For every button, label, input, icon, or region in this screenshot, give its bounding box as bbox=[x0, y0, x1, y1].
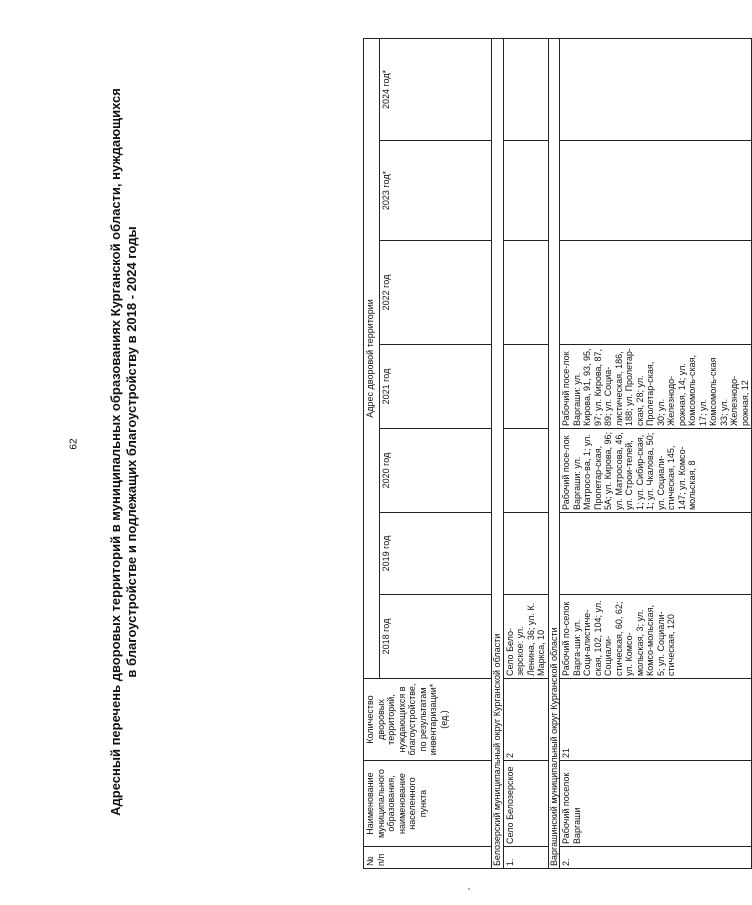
cell-2020 bbox=[503, 429, 548, 513]
region-title: Белозерский муниципальный округ Курганской области bbox=[492, 38, 504, 868]
header-year-2021: 2021 год bbox=[380, 345, 492, 429]
table-row bbox=[560, 38, 752, 868]
address-table bbox=[363, 38, 752, 869]
cell-name: Рабочий поселок Варгаши bbox=[560, 761, 752, 847]
cell-num: 2. bbox=[560, 847, 752, 869]
table-row bbox=[503, 38, 548, 868]
header-num: № п/п bbox=[364, 847, 492, 869]
region-title: Варгашинский муниципальный округ Курганской области bbox=[548, 38, 560, 868]
cell-2019 bbox=[503, 513, 548, 595]
header-year-2024: 2024 год* bbox=[380, 38, 492, 140]
header-address-group: Адрес дворовой территории bbox=[364, 38, 380, 678]
cell-name: Село Белозерское bbox=[503, 761, 548, 847]
cell-2023 bbox=[560, 141, 752, 241]
cell-2020: Рабочий посе-лок Варгаши: ул. Матросо-ва, 1; ул. Пропетар-ская, 5А; ул. Кирова, 96; ул. Матросова, 46, ул. Строи-телей, 1; ул. Сибир-ская, 1; ул. Чкалова, 50; ул. Социали-стическая, 145, 147; ул. Комсо-мольская, 8 bbox=[560, 429, 752, 513]
header-year-2018: 2018 год bbox=[380, 595, 492, 679]
cell-count: 2 bbox=[503, 679, 548, 761]
cell-count: 21 bbox=[560, 679, 752, 761]
cell-2022 bbox=[560, 241, 752, 345]
page-number: 62 bbox=[68, 438, 80, 450]
address-table-container bbox=[363, 39, 750, 869]
cell-2023 bbox=[503, 141, 548, 241]
document-title bbox=[108, 42, 140, 862]
cell-2022 bbox=[503, 241, 548, 345]
header-year-2023: 2023 год* bbox=[380, 141, 492, 241]
cell-2021 bbox=[503, 345, 548, 429]
header-year-2019: 2019 год bbox=[380, 513, 492, 595]
scan-speck bbox=[468, 888, 470, 890]
cell-2018: Село Бело-зерское: ул. Ленина, 36; ул. К. Маркса, 10 bbox=[503, 595, 548, 679]
cell-2024 bbox=[560, 38, 752, 140]
title-line-1: Адресный перечень дворовых территорий в муниципальных образованиях Курганской области, нуждающихся bbox=[108, 88, 123, 816]
header-name: Наименование муниципального образования, наименование населенного пункта bbox=[364, 761, 492, 847]
cell-2019 bbox=[560, 513, 752, 595]
header-year-2020: 2020 год bbox=[380, 429, 492, 513]
header-year-2022: 2022 год bbox=[380, 241, 492, 345]
cell-2021: Рабочий посе-лок Варгаши: ул. Кирова, 91, 93, 95, 97; ул. Кирова, 87, 89; ул. Социа-листическая, 186, 188; ул. Пролетар-ская, 28; ул. Пролетар-ская, 30; ул. Железнодо-рожная, 14; ул. Комсомоль-ская, 17; ул. Комсомоль-ская 33; ул. Железнодо-рожная, 12 bbox=[560, 345, 752, 429]
title-line-2: в благоустройстве и подлежащих благоустройству в 2018 - 2024 годы bbox=[124, 226, 139, 678]
cell-2024 bbox=[503, 38, 548, 140]
header-count: Количество дворовых территорий, нуждающихся в благоустройстве, по результатам инвентаризации* (ед.) bbox=[364, 679, 492, 761]
cell-2018: Рабочий по-селок Варга-ши: ул. Соци-алистиче-ская, 102, 104; ул. Социали-стическая, 60, 62; ул. Комсо-мольская, 3; ул. Комсо-мольская, 5; ул. Социали-стическая, 120 bbox=[560, 595, 752, 679]
cell-num: 1. bbox=[503, 847, 548, 869]
